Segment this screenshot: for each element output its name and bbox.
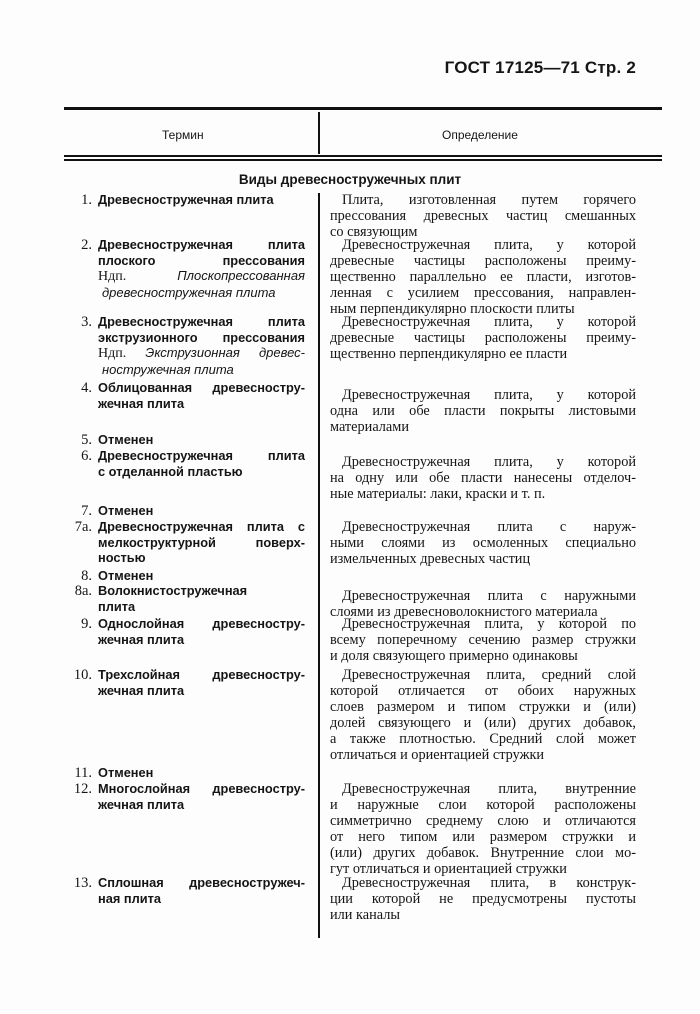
term-line: Древесностружечная плита с (98, 519, 305, 534)
term-line: с отделанной пластью (98, 463, 243, 479)
deprecated-term-line (98, 285, 305, 302)
term-name (98, 192, 305, 208)
deprecated-term-line (98, 362, 305, 379)
deprecated-term: Экструзионная древес- (145, 345, 306, 361)
deprecated-term: древесностружечная плита (102, 284, 276, 300)
definition-line: на одну или обе пласти нанесены отделоч- (330, 470, 636, 486)
definition-line: Древесностружечная плита, у которой (342, 387, 636, 403)
header-rule-1 (64, 155, 662, 157)
term-definition (330, 519, 636, 567)
term-definition (330, 192, 636, 240)
term-definition (330, 237, 636, 317)
term-name (98, 432, 305, 448)
definition-line: гут отличаться и ориентацией стружки (330, 861, 567, 877)
term-definition (330, 314, 636, 362)
definition-line: ленная с усилием прессования, направлен- (330, 285, 636, 301)
term-name (98, 448, 305, 479)
page-number: Стр. 2 (584, 58, 636, 77)
definition-line: а также плотностью. Средний слой может (330, 731, 636, 747)
page-header (445, 58, 636, 78)
term-line: плита (98, 598, 136, 614)
entry-number: 5. (81, 432, 92, 448)
term-definition (330, 387, 636, 435)
deprecated-label: Ндп. (98, 346, 127, 362)
term-line: Древесностружечная плита (98, 314, 305, 329)
definition-line: Древесностружечная плита, у которой (342, 237, 636, 253)
term-line: Древесностружечная плита (98, 237, 305, 252)
entry-number: 4. (81, 380, 92, 396)
term-name (98, 380, 305, 411)
header-divider (318, 112, 320, 154)
term-line: Древесностружечная плита (98, 448, 305, 463)
term-name (98, 503, 305, 519)
section-title: Виды древесностружечных плит (238, 172, 462, 187)
definition-line: со связующим (330, 224, 418, 240)
entry-number: 8а. (74, 583, 92, 599)
term-line: плоского прессования (98, 252, 305, 268)
entry-number: 7а. (74, 519, 92, 535)
definition-line: слоев размером и типом стружки и (или) (330, 699, 636, 715)
term-name (98, 616, 305, 647)
entry-number: 6. (81, 448, 92, 464)
entry-number: 9. (81, 616, 92, 632)
entry-number: 11. (74, 765, 92, 781)
term-name (98, 519, 305, 566)
definition-line: ным перпендикулярно плоскости плиты (330, 301, 575, 317)
deprecated-term: ностружечная плита (102, 361, 234, 377)
term-definition (330, 616, 636, 664)
term-line: Отменен (98, 568, 154, 583)
term-line: жечная плита (98, 631, 185, 647)
term-line: мелкоструктурной поверх- (98, 534, 305, 550)
definition-line: всему поперечному сечению размер стружки (330, 632, 636, 648)
definition-line: Древесностружечная плита, средний слой (342, 667, 636, 683)
term-line: Отменен (98, 765, 154, 780)
deprecated-term-line (98, 345, 305, 362)
definition-line: (или) других добавок. Внутренние слои мо- (330, 845, 636, 861)
definition-line: щественно параллельно ее пласти, изготов- (330, 269, 636, 285)
definition-line: Древесностружечная плита, внутренние (342, 781, 636, 797)
term-name (98, 568, 305, 584)
term-line: экструзионного прессования (98, 329, 305, 345)
term-line: ностью (98, 550, 146, 566)
deprecated-term-line (98, 268, 305, 285)
definition-line: Плита, изготовленная путем горячего (342, 192, 636, 208)
definition-line: измельченных древесных частиц (330, 551, 531, 567)
term-definition (330, 781, 636, 877)
term-line: Многослойная древесностру- (98, 781, 305, 796)
term-line: Волокнистостружечная (98, 583, 248, 598)
definition-line: симметрично среднему слою и отличаются (330, 813, 636, 829)
definition-line: Древесностружечная плита с наружными (342, 588, 636, 604)
definition-line: Древесностружечная плита, у которой (342, 314, 636, 330)
term-line: Отменен (98, 432, 154, 447)
definition-line: и наружные слои которой расположены (330, 797, 636, 813)
term-name (98, 314, 305, 378)
term-line: жечная плита (98, 395, 185, 411)
definition-line: древесные частицы расположены преиму- (330, 253, 636, 269)
term-line: Однослойная древесностру- (98, 616, 305, 631)
definition-line: долей связующего и (или) других добавок, (330, 715, 636, 731)
term-line: Трехслойная древесностру- (98, 667, 305, 682)
term-definition (330, 875, 636, 923)
deprecated-label: Ндп. (98, 269, 127, 285)
term-line: Древесностружечная плита (98, 192, 274, 207)
term-name (98, 667, 305, 698)
definition-line: ными слоями из осмоленных специально (330, 535, 636, 551)
column-divider (318, 193, 320, 938)
definition-line: Древесностружечная плита, у которой (342, 454, 636, 470)
term-name (98, 781, 305, 812)
definition-line: Древесностружечная плита, в конструк- (342, 875, 636, 891)
definition-line: древесные частицы расположены преиму- (330, 330, 636, 346)
deprecated-term: Плоскопрессованная (177, 268, 305, 284)
entry-number: 12. (73, 781, 92, 797)
definition-line: которой отличается от обоих наружных (330, 683, 636, 699)
term-name (98, 237, 305, 301)
header-rule-2 (64, 159, 662, 161)
definition-line: Древесностружечная плита с наруж- (342, 519, 636, 535)
entry-number: 7. (81, 503, 92, 519)
definition-line: одна или обе пласти покрыты листовыми (330, 403, 636, 419)
definition-line: щественно перпендикулярно ее пласти (330, 346, 568, 362)
term-name (98, 765, 305, 781)
term-line: Облицованная древесностру- (98, 380, 305, 395)
entry-number: 13. (73, 875, 92, 891)
term-line: Отменен (98, 503, 154, 518)
entry-number: 8. (81, 568, 92, 584)
term-line: жечная плита (98, 796, 185, 812)
definition-line: ции которой не предусмотрены пустоты (330, 891, 636, 907)
definition-line: и доля связующего примерно одинаковы (330, 648, 578, 664)
term-definition (330, 667, 636, 763)
definition-line: Древесностружечная плита, у которой по (342, 616, 636, 632)
definition-line: от него типом или размером стружки и (330, 829, 636, 845)
entry-number: 1. (81, 192, 92, 208)
term-name (98, 875, 305, 906)
definition-line: слоями из древесноволокнистого материала (330, 604, 598, 620)
definition-line: материалами (330, 419, 409, 435)
term-line: ная плита (98, 890, 161, 906)
entry-number: 2. (81, 237, 92, 253)
definition-line: прессования древесных частиц смешанных (330, 208, 636, 224)
entry-number: 10. (73, 667, 92, 683)
definition-line: или каналы (330, 907, 400, 923)
term-line: жечная плита (98, 682, 185, 698)
column-header-definition: Определение (442, 128, 518, 142)
standard-number: ГОСТ 17125—71 (444, 58, 580, 77)
table-top-rule (64, 107, 662, 110)
term-line: Сплошная древесностружеч- (98, 875, 305, 890)
definition-line: ные материалы: лаки, краски и т. п. (330, 486, 546, 502)
term-name (98, 583, 305, 614)
entry-number: 3. (81, 314, 92, 330)
definition-line: отличаться и ориентацией стружки (330, 747, 545, 763)
column-header-term: Термин (162, 128, 204, 142)
term-definition (330, 454, 636, 502)
